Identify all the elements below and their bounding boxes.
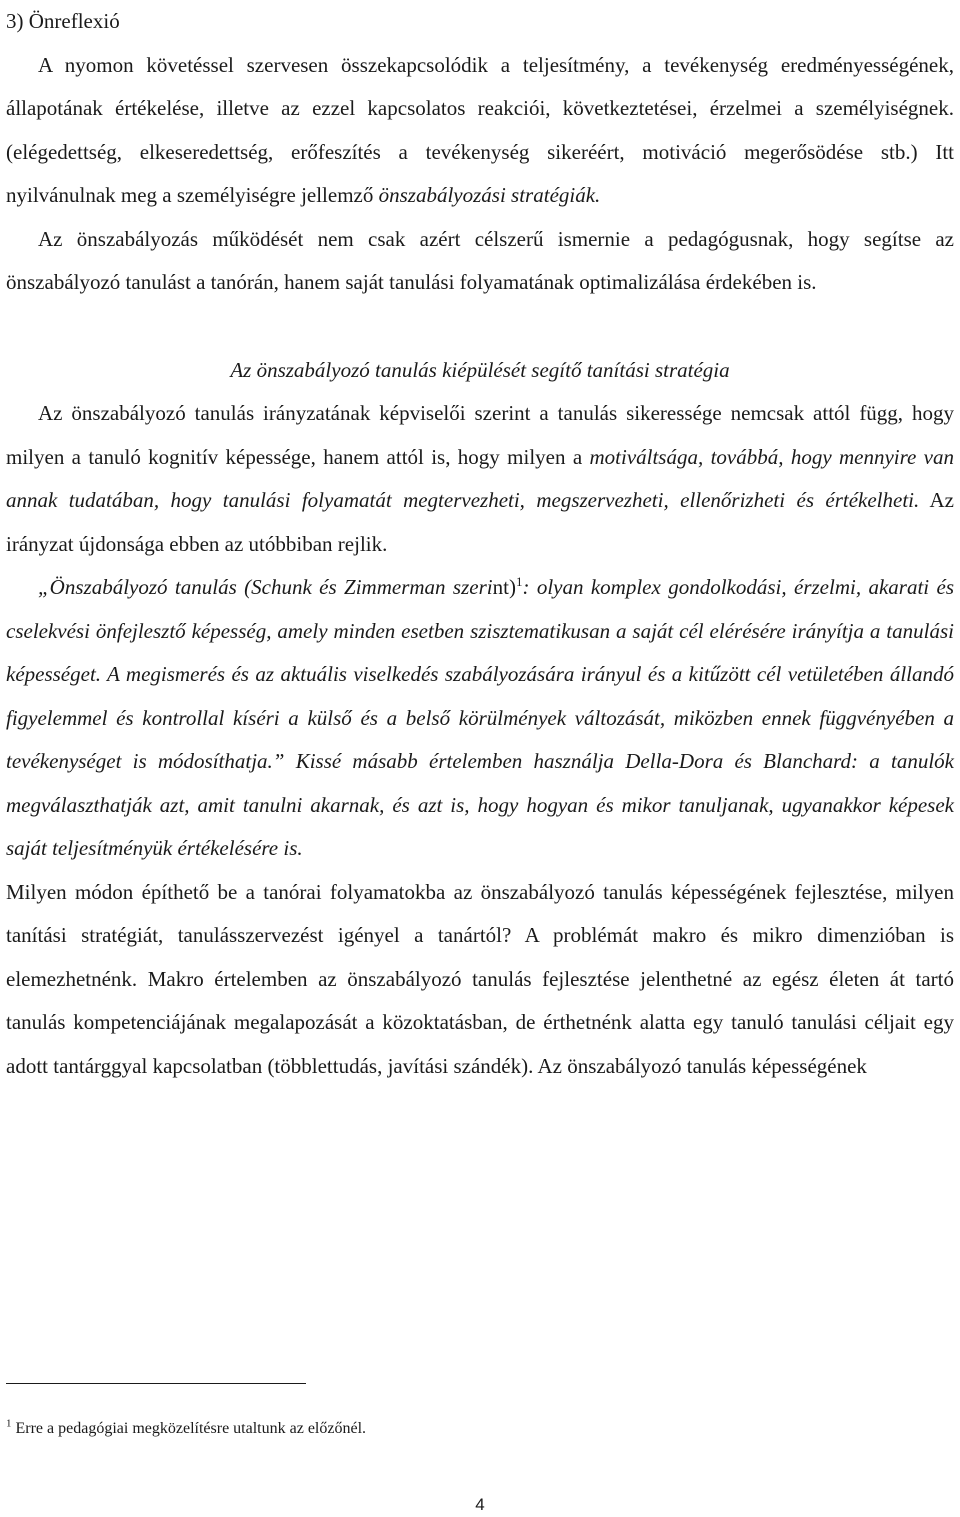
footnote xyxy=(6,1418,366,1440)
quote-text: : olyan komplex gondolkodási, érzelmi, akarati és cselekvési önfejlesztő képesség, amely minden esetben szisztematikusan a saját cél elérésére irányítja a tanulási képességet. A megismerés és az aktuális viselkedés szabályozására irányul és a kitűzött cél vetületében állandó figyelemmel és kontrollal kíséri a külső és a belső körülmények változását, miközben ennek függvényében a tevékenységet is módosíthatja.” Kissé másabb értelemben használja Della-Dora és Blanchard: a tanulók megválaszthatják azt, amit tanulni akarnak, és azt is, hogy hogyan és mikor tanuljanak, ugyanakkor képesek saját teljesítményük értékelésére is. xyxy=(6,575,955,860)
paragraph-teacher-relevance: Az önszabályozás működését nem csak azért célszerű ismernie a pedagógusnak, hogy segítse az önszabályozó tanulást a tanórán, hanem saját tanulási folyamatának optimalizálása érdekében is. xyxy=(6,226,954,294)
paragraph-text: A nyomon követéssel szervesen összekapcsolódik a teljesítmény, a tevékenység eredményességének, állapotának értékelése, illetve az ezzel kapcsolatos reakciói, következtetései, érzelmei a személyiségnek. (elégedettség, elkeseredettség, erőfeszítés a tevékenység sikeréért, motiváció megerősödése stb.) Itt nyilvánulnak meg a személyiségre jellemző xyxy=(6,52,954,207)
paragraph-text: Az önszabályozó tanulás irányzatának képviselői szerint a tanulás sikeressége nemcsak attól függ, hogy milyen a tanuló kognitív képessége, hanem attól is, hogy milyen a xyxy=(6,401,954,469)
paragraph-classroom-integration: Milyen módon építhető be a tanórai folyamatokba az önszabályozó tanulás képességének fejlesztése, milyen tanítási stratégiát, tanulásszervezést igényel a tanártól? A problémát makro és mikro dimenzióban is elemezhetnénk. Makro értelemben az önszabályozó tanulás fejlesztése jelenthetné az egész életen át tartó tanulás kompetenciájának megalapozását a közoktatásban, de érthetnénk alatta egy tanuló tanulási céljait egy adott tantárggyal kapcsolatban (többlettudás, javítási szándék). Az önszabályozó tanulás képességének xyxy=(6,879,954,1078)
footnote-text: Erre a pedagógiai megközelítésre utaltunk az előzőnél. xyxy=(11,1420,367,1437)
footnote-separator xyxy=(6,1383,306,1384)
paragraph-definition-quote xyxy=(6,566,954,871)
quote-text-upright: nt) xyxy=(492,575,516,599)
page-number: 4 xyxy=(475,1495,485,1514)
subsection-title: Az önszabályozó tanulás kiépülését segítő tanítási stratégia xyxy=(230,357,730,382)
paragraph-text: Az irányzat újdonsága ebben az utóbbiban rejlik. xyxy=(6,488,954,556)
blank-line xyxy=(6,305,954,349)
quote-text: „Önszabályozó tanulás (Schunk és Zimmerman szeri xyxy=(38,575,493,599)
footnote-marker: 1 xyxy=(6,1417,12,1430)
footnote-reference[interactable]: 1 xyxy=(515,574,523,589)
paragraph-self-reflection xyxy=(6,44,954,218)
emphasis-text: motiváltsága, továbbá, hogy mennyire van annak tudatában, hogy tanulási folyamatát megtervezheti, megszervezheti, ellenőrizheti és értékelheti. xyxy=(6,444,955,512)
document-page xyxy=(6,0,954,1088)
paragraph-trend-representatives xyxy=(6,392,954,566)
emphasis-text: önszabályozási stratégiák. xyxy=(378,183,601,207)
section-heading: 3) Önreflexió xyxy=(6,9,120,33)
